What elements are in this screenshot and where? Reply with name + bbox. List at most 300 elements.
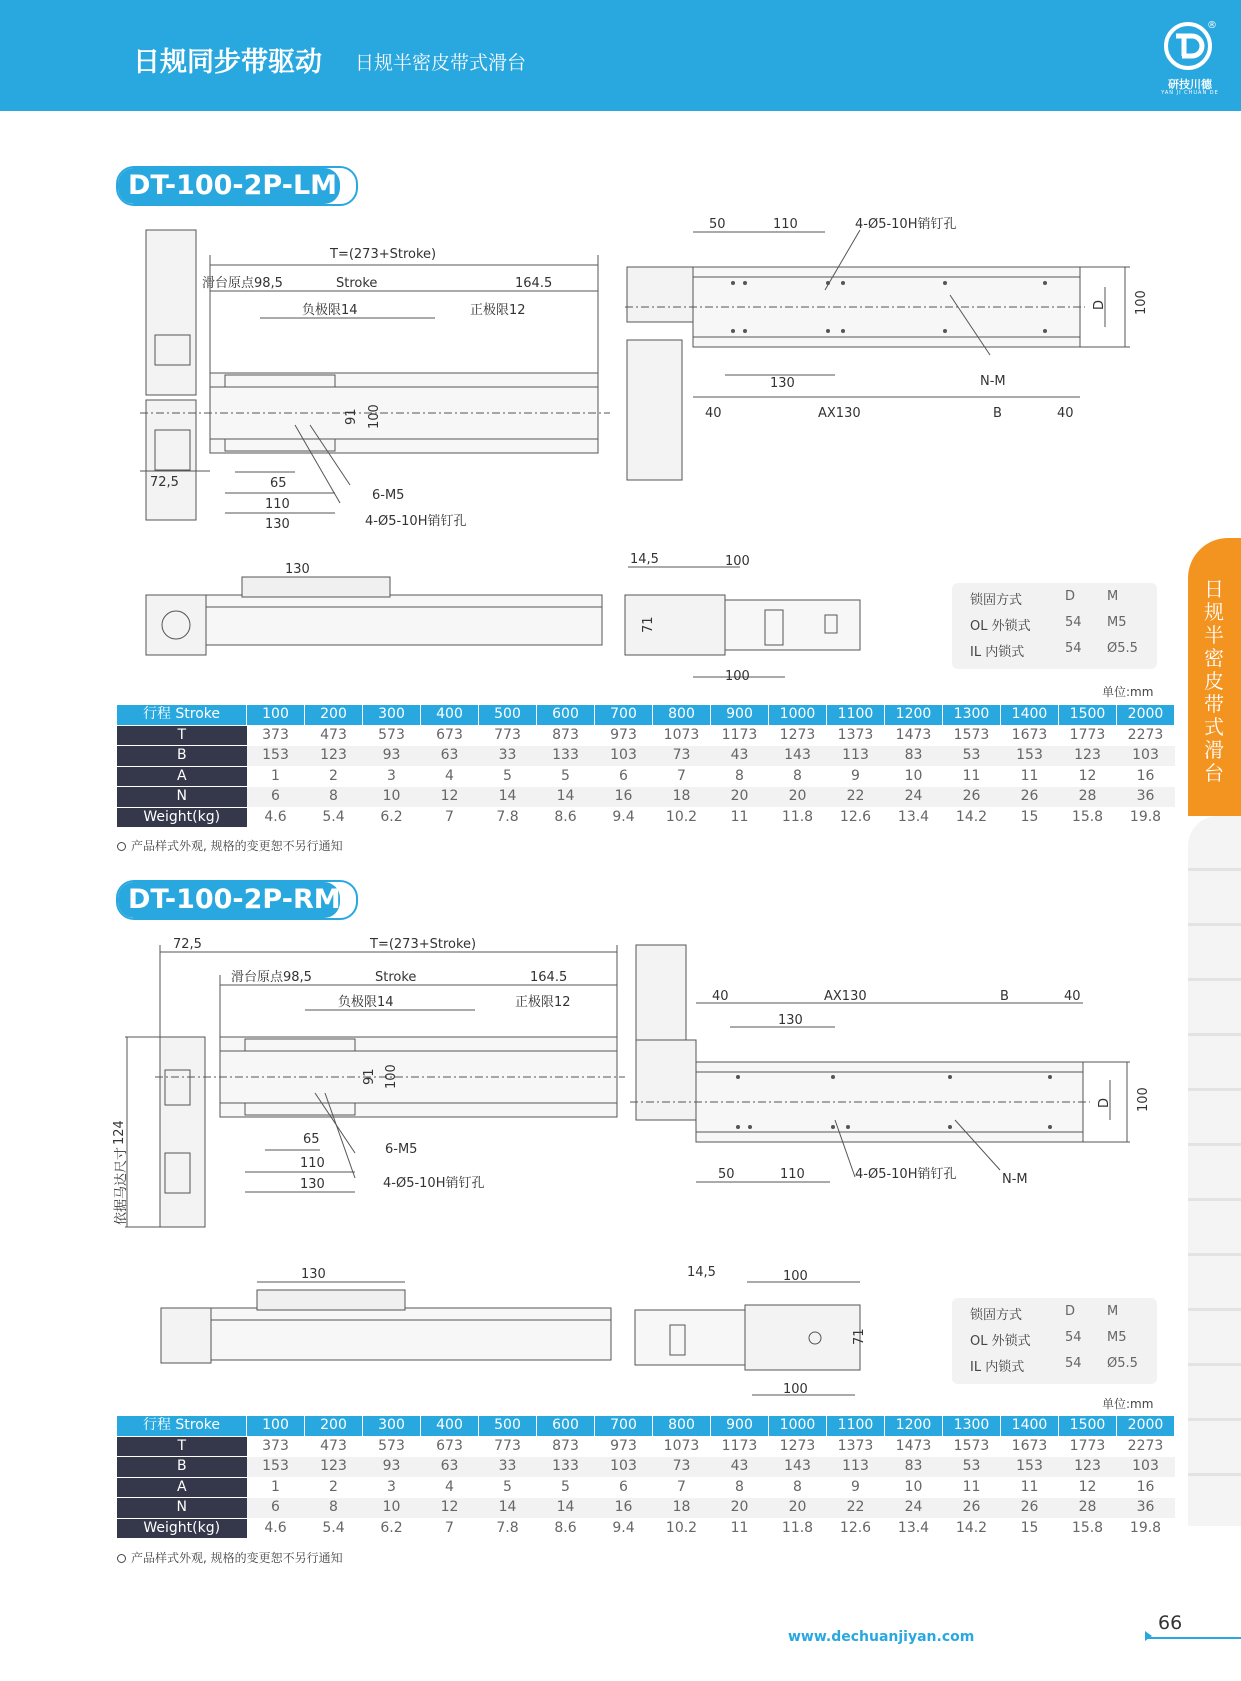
lm-h91-label: 91	[344, 408, 359, 425]
rm-d110-label: 110	[300, 1156, 325, 1171]
lock-header-method: 锁固方式	[970, 1308, 1023, 1323]
spec-cell: 13.4	[897, 1519, 930, 1536]
lm-end145-label: 14,5	[630, 552, 659, 567]
spec-cell: 7	[445, 808, 454, 825]
spec-cell: 4	[445, 1478, 454, 1495]
spec-cell: 103	[595, 746, 653, 767]
spec-cell: 93	[363, 1457, 421, 1478]
spec-cell: 43	[711, 1457, 769, 1478]
spec-row-n	[117, 1498, 1175, 1519]
spec-stroke: 2000	[1117, 1416, 1175, 1436]
spec-cell: 773	[494, 1437, 521, 1454]
spec-cell: 5	[503, 767, 512, 784]
spec-row-n	[117, 787, 1175, 808]
rm-end100b-label: 100	[783, 1382, 808, 1397]
rm-side130-label: 130	[301, 1267, 326, 1282]
spec-cell: 103	[1117, 746, 1175, 767]
spec-cell: 3	[387, 1478, 396, 1495]
spec-stroke: 1100	[827, 705, 885, 725]
spec-cell: 1173	[721, 726, 758, 743]
lm-d65-label: 65	[270, 476, 287, 491]
spec-cell: 11	[1020, 767, 1039, 784]
lm-neg-limit-label: 负极限14	[302, 303, 358, 318]
lm-note	[117, 837, 343, 854]
spec-cell: 8	[735, 767, 744, 784]
rm-overall-label: T=(273+Stroke)	[370, 937, 477, 952]
spec-cell: 373	[262, 726, 289, 743]
spec-cell: 11.8	[781, 808, 814, 825]
rm-note-text: 产品样式外观, 规格的变更恕不另行通知	[131, 1551, 343, 1565]
lm-top110-label: 110	[773, 217, 798, 232]
spec-cell: 4.6	[264, 808, 287, 825]
spec-row-a	[117, 1477, 1175, 1498]
spec-cell: 14.2	[955, 1519, 988, 1536]
spec-cell: 7	[677, 767, 686, 784]
spec-cell: 26	[943, 1498, 1001, 1519]
spec-cell: 15	[1020, 808, 1039, 825]
spec-cell: 6	[619, 1478, 628, 1495]
spec-cell: 18	[653, 1498, 711, 1519]
lm-stroke-label: Stroke	[336, 276, 378, 291]
spec-cell: 123	[305, 746, 363, 767]
spec-cell: 2	[329, 767, 338, 784]
spec-cell: 8	[305, 1498, 363, 1519]
spec-cell: 12	[1078, 1478, 1097, 1495]
lm-overall-label: T=(273+Stroke)	[330, 247, 437, 262]
lm-d130-label: 130	[265, 517, 290, 532]
spec-stroke: 700	[595, 705, 653, 725]
spec-cell: 14.2	[955, 808, 988, 825]
spec-cell: 123	[1059, 746, 1117, 767]
lock-il-name: IL 内锁式	[970, 1360, 1025, 1375]
spec-stroke: 300	[363, 1416, 421, 1436]
spec-row-label: B	[117, 746, 247, 767]
spec-cell: 673	[436, 726, 463, 743]
spec-cell: 1373	[837, 726, 874, 743]
note-bullet-icon	[117, 1554, 126, 1563]
spec-cell: 12	[421, 787, 479, 808]
spec-cell: 9	[851, 767, 860, 784]
spec-cell: 1	[271, 1478, 280, 1495]
lm-note-text: 产品样式外观, 规格的变更恕不另行通知	[131, 839, 343, 853]
spec-row-label: N	[117, 787, 247, 808]
spec-cell: 15.8	[1071, 1519, 1104, 1536]
spec-cell: 13.4	[897, 808, 930, 825]
page-title: 日规同步带驱动	[133, 47, 322, 78]
spec-cell: 22	[827, 1498, 885, 1519]
spec-stroke: 1000	[769, 705, 827, 725]
rm-t130-label: 130	[778, 1013, 803, 1028]
spec-cell: 33	[479, 1457, 537, 1478]
rm-end145-label: 14,5	[687, 1265, 716, 1280]
spec-cell: 5	[503, 1478, 512, 1495]
spec-cell: 83	[885, 746, 943, 767]
rm-end100a-label: 100	[783, 1269, 808, 1284]
spec-stroke: 500	[479, 1416, 537, 1436]
lm-b40a-label: 40	[705, 406, 722, 421]
spec-cell: 36	[1117, 1498, 1175, 1519]
spec-cell: 573	[378, 1437, 405, 1454]
page-rule	[1145, 1637, 1241, 1639]
spec-cell: 20	[711, 1498, 769, 1519]
section-title-lm	[116, 166, 358, 206]
page-number: 66	[1158, 1612, 1183, 1634]
section-title-lm-text: DT-100-2P-LM	[128, 170, 338, 201]
spec-cell: 6	[247, 1498, 305, 1519]
registered-mark: ®	[1207, 20, 1217, 31]
spec-cell: 10	[904, 767, 923, 784]
spec-cell: 6	[619, 767, 628, 784]
spec-cell: 53	[943, 1457, 1001, 1478]
lm-right100-label: 100	[1134, 290, 1149, 315]
rm-t40a-label: 40	[712, 989, 729, 1004]
spec-cell: 123	[305, 1457, 363, 1478]
rm-b110-label: 110	[780, 1167, 805, 1182]
spec-cell: 53	[943, 746, 1001, 767]
lm-nm-label: N-M	[980, 374, 1006, 389]
rm-m5-label: 6-M5	[385, 1142, 418, 1157]
spec-cell: 10	[363, 1498, 421, 1519]
lock-header-m: M	[1107, 1304, 1119, 1319]
spec-cell: 153	[1001, 1457, 1059, 1478]
spec-cell: 1773	[1069, 1437, 1106, 1454]
rm-pin-label: 4-Ø5-10H销钉孔	[383, 1176, 485, 1191]
spec-stroke: 1100	[827, 1416, 885, 1436]
spec-row-label: Weight(kg)	[117, 1518, 247, 1539]
spec-stroke: 1200	[885, 1416, 943, 1436]
spec-row-weight	[117, 807, 1175, 828]
spec-cell: 133	[537, 746, 595, 767]
lm-b-label: B	[993, 406, 1002, 421]
spec-stroke: 800	[653, 1416, 711, 1436]
spec-cell: 43	[711, 746, 769, 767]
rm-h124-label: 124	[112, 1120, 127, 1145]
spec-cell: 9.4	[612, 1519, 635, 1536]
rm-note	[117, 1549, 343, 1566]
spec-stroke: 2000	[1117, 705, 1175, 725]
rm-origin-label: 滑台原点98,5	[231, 970, 312, 985]
spec-header-label: 行程 Stroke	[117, 705, 247, 725]
spec-cell: 1673	[1011, 726, 1048, 743]
lm-top-view-drawing	[625, 215, 1160, 490]
rm-motor-note-label: 依据马达尺寸	[114, 1146, 129, 1225]
spec-cell: 1073	[663, 1437, 700, 1454]
spec-cell: 12	[421, 1498, 479, 1519]
spec-cell: 15.8	[1071, 808, 1104, 825]
lm-side-view-drawing	[140, 225, 610, 535]
spec-cell: 11	[962, 1478, 981, 1495]
lock-il-d: 54	[1065, 641, 1082, 656]
spec-cell: 5	[561, 767, 570, 784]
lock-ol-d: 54	[1065, 615, 1082, 630]
rm-h100-label: 100	[384, 1064, 399, 1089]
spec-cell: 8	[305, 787, 363, 808]
spec-cell: 12.6	[839, 1519, 872, 1536]
spec-cell: 773	[494, 726, 521, 743]
page-subtitle: 日规半密皮带式滑台	[355, 52, 527, 74]
lock-header-m: M	[1107, 589, 1119, 604]
lm-side130-label: 130	[285, 562, 310, 577]
lm-unit-label: 单位:mm	[1102, 685, 1154, 699]
spec-stroke: 300	[363, 705, 421, 725]
spec-stroke: 1000	[769, 1416, 827, 1436]
rm-bottom-views-drawing	[155, 1265, 875, 1405]
spec-cell: 6.2	[380, 808, 403, 825]
rm-t40b-label: 40	[1064, 989, 1081, 1004]
lock-ol-m: M5	[1107, 1330, 1127, 1345]
lm-motor-len-label: 72,5	[150, 475, 179, 490]
spec-row-t	[117, 725, 1175, 746]
spec-cell: 14	[479, 1498, 537, 1519]
lm-end71-label: 71	[641, 616, 656, 633]
rm-top-view-drawing	[630, 940, 1160, 1190]
lock-il-m: Ø5.5	[1107, 1356, 1138, 1371]
rm-b50-label: 50	[718, 1167, 735, 1182]
spec-cell: 1	[271, 767, 280, 784]
rm-lock-table	[952, 1298, 1157, 1384]
lm-spec-table	[117, 705, 1175, 828]
spec-cell: 973	[610, 1437, 637, 1454]
lm-d-label: D	[1092, 299, 1107, 310]
lock-header-method: 锁固方式	[970, 593, 1023, 608]
spec-cell: 5	[561, 1478, 570, 1495]
spec-cell: 1173	[721, 1437, 758, 1454]
spec-stroke: 800	[653, 705, 711, 725]
rm-h91-label: 91	[362, 1068, 377, 1085]
spec-cell: 8	[735, 1478, 744, 1495]
spec-row-label: T	[117, 725, 247, 746]
lm-lock-table	[952, 583, 1157, 669]
spec-row-t	[117, 1436, 1175, 1457]
footer-url-link[interactable]: www.dechuanjiyan.com	[788, 1629, 975, 1645]
spec-cell: 8	[793, 767, 802, 784]
spec-cell: 1473	[895, 726, 932, 743]
spec-stroke: 1500	[1059, 705, 1117, 725]
spec-cell: 83	[885, 1457, 943, 1478]
lm-d110-label: 110	[265, 497, 290, 512]
spec-cell: 9	[851, 1478, 860, 1495]
spec-cell: 16	[595, 1498, 653, 1519]
spec-cell: 1573	[953, 726, 990, 743]
lm-b40b-label: 40	[1057, 406, 1074, 421]
lock-header-d: D	[1065, 1304, 1076, 1319]
spec-cell: 73	[653, 1457, 711, 1478]
spec-cell: 6	[247, 787, 305, 808]
lm-end100a-label: 100	[725, 554, 750, 569]
lock-il-d: 54	[1065, 1356, 1082, 1371]
note-bullet-icon	[117, 842, 126, 851]
spec-cell: 873	[552, 726, 579, 743]
spec-cell: 1673	[1011, 1437, 1048, 1454]
spec-cell: 3	[387, 767, 396, 784]
spec-cell: 14	[537, 787, 595, 808]
spec-row-label: Weight(kg)	[117, 807, 247, 828]
spec-cell: 20	[711, 787, 769, 808]
spec-stroke: 1200	[885, 705, 943, 725]
spec-cell: 1373	[837, 1437, 874, 1454]
spec-cell: 673	[436, 1437, 463, 1454]
page-arrow-icon	[1145, 1631, 1152, 1641]
spec-cell: 20	[769, 1498, 827, 1519]
spec-cell: 16	[595, 787, 653, 808]
side-tab-label: 日规半密皮带式滑台	[1204, 577, 1224, 785]
spec-cell: 10	[363, 787, 421, 808]
lock-ol-m: M5	[1107, 615, 1127, 630]
spec-cell: 8	[793, 1478, 802, 1495]
spec-cell: 63	[421, 1457, 479, 1478]
rm-ax130-label: AX130	[824, 989, 867, 1004]
lm-ax130-label: AX130	[818, 406, 861, 421]
lm-bottom-views-drawing	[140, 552, 930, 690]
spec-cell: 24	[885, 1498, 943, 1519]
spec-header-row	[117, 1416, 1175, 1436]
lm-origin-label: 滑台原点98,5	[202, 276, 283, 291]
spec-cell: 1073	[663, 726, 700, 743]
spec-cell: 153	[247, 1457, 305, 1478]
lm-pos-limit-label: 正极限12	[470, 303, 526, 318]
spec-cell: 15	[1020, 1519, 1039, 1536]
rm-pos-limit-label: 正极限12	[515, 995, 571, 1010]
side-tab-stack	[1188, 816, 1241, 1526]
spec-cell: 16	[1136, 767, 1155, 784]
spec-cell: 2273	[1127, 726, 1164, 743]
logo-text: 研技川德	[1168, 78, 1212, 91]
spec-stroke: 200	[305, 705, 363, 725]
spec-cell: 33	[479, 746, 537, 767]
rm-neg-limit-label: 负极限14	[338, 995, 394, 1010]
spec-cell: 10.2	[665, 1519, 698, 1536]
spec-cell: 153	[1001, 746, 1059, 767]
spec-cell: 5.4	[322, 1519, 345, 1536]
rm-unit-label: 单位:mm	[1102, 1397, 1154, 1411]
spec-cell: 1573	[953, 1437, 990, 1454]
spec-cell: 143	[769, 1457, 827, 1478]
spec-cell: 18	[653, 787, 711, 808]
logo-subtext: YAN JI CHUAN DE	[1161, 90, 1219, 96]
lock-ol-d: 54	[1065, 1330, 1082, 1345]
spec-cell: 103	[1117, 1457, 1175, 1478]
spec-cell: 16	[1136, 1478, 1155, 1495]
spec-cell: 9.4	[612, 808, 635, 825]
spec-row-b	[117, 746, 1175, 767]
rm-end-label: 164.5	[530, 970, 568, 985]
spec-cell: 14	[479, 787, 537, 808]
spec-cell: 11.8	[781, 1519, 814, 1536]
spec-cell: 11	[1020, 1478, 1039, 1495]
spec-cell: 113	[827, 746, 885, 767]
lm-h100-label: 100	[367, 404, 382, 429]
rm-spec-table	[117, 1416, 1175, 1539]
lm-top-pin-label: 4-Ø5-10H销钉孔	[855, 217, 957, 232]
spec-cell: 14	[537, 1498, 595, 1519]
lock-header-d: D	[1065, 589, 1076, 604]
spec-stroke: 100	[247, 1416, 305, 1436]
spec-cell: 1273	[779, 726, 816, 743]
spec-stroke: 1400	[1001, 1416, 1059, 1436]
spec-cell: 2273	[1127, 1437, 1164, 1454]
section-title-rm	[116, 880, 358, 920]
spec-stroke: 500	[479, 705, 537, 725]
lm-pin-label: 4-Ø5-10H销钉孔	[365, 514, 467, 529]
spec-cell: 473	[320, 726, 347, 743]
spec-cell: 8.6	[554, 1519, 577, 1536]
spec-cell: 7.8	[496, 1519, 519, 1536]
side-category-tab[interactable]	[1188, 538, 1241, 816]
spec-cell: 8.6	[554, 808, 577, 825]
spec-cell: 973	[610, 726, 637, 743]
spec-cell: 103	[595, 1457, 653, 1478]
spec-stroke: 900	[711, 1416, 769, 1436]
spec-cell: 26	[1001, 787, 1059, 808]
spec-cell: 473	[320, 1437, 347, 1454]
spec-cell: 22	[827, 787, 885, 808]
spec-stroke: 400	[421, 705, 479, 725]
rm-d65-label: 65	[303, 1132, 320, 1147]
spec-row-b	[117, 1457, 1175, 1478]
spec-cell: 10	[904, 1478, 923, 1495]
spec-cell: 5.4	[322, 808, 345, 825]
spec-row-label: B	[117, 1457, 247, 1478]
spec-cell: 12.6	[839, 808, 872, 825]
lm-b130-label: 130	[770, 376, 795, 391]
spec-cell: 7.8	[496, 808, 519, 825]
spec-cell: 153	[247, 746, 305, 767]
spec-row-a	[117, 766, 1175, 787]
spec-cell: 1473	[895, 1437, 932, 1454]
rm-side-view-drawing	[112, 935, 625, 1240]
rm-stroke-label: Stroke	[375, 970, 417, 985]
spec-cell: 12	[1078, 767, 1097, 784]
spec-cell: 24	[885, 787, 943, 808]
rm-end71-label: 71	[852, 1328, 867, 1345]
spec-cell: 2	[329, 1478, 338, 1495]
spec-stroke: 900	[711, 705, 769, 725]
spec-row-label: N	[117, 1498, 247, 1519]
section-title-rm-text: DT-100-2P-RM	[128, 884, 341, 915]
spec-cell: 7	[677, 1478, 686, 1495]
spec-cell: 143	[769, 746, 827, 767]
spec-cell: 573	[378, 726, 405, 743]
spec-cell: 11	[730, 1519, 749, 1536]
rm-right100-label: 100	[1136, 1087, 1151, 1112]
rm-bottom-pin-label: 4-Ø5-10H销钉孔	[855, 1167, 957, 1182]
spec-cell: 873	[552, 1437, 579, 1454]
spec-cell: 28	[1059, 1498, 1117, 1519]
spec-cell: 4.6	[264, 1519, 287, 1536]
spec-cell: 63	[421, 746, 479, 767]
spec-cell: 7	[445, 1519, 454, 1536]
lock-il-name: IL 内锁式	[970, 645, 1025, 660]
spec-stroke: 200	[305, 1416, 363, 1436]
spec-stroke: 1400	[1001, 705, 1059, 725]
spec-cell: 6.2	[380, 1519, 403, 1536]
spec-cell: 123	[1059, 1457, 1117, 1478]
spec-cell: 93	[363, 746, 421, 767]
rm-nm-label: N-M	[1002, 1172, 1028, 1187]
lm-m5-label: 6-M5	[372, 488, 405, 503]
lock-il-m: Ø5.5	[1107, 641, 1138, 656]
spec-cell: 28	[1059, 787, 1117, 808]
spec-row-label: A	[117, 766, 247, 787]
spec-cell: 19.8	[1129, 808, 1162, 825]
spec-stroke: 600	[537, 705, 595, 725]
spec-cell: 11	[962, 767, 981, 784]
spec-cell: 11	[730, 808, 749, 825]
spec-stroke: 1300	[943, 1416, 1001, 1436]
page-header	[0, 0, 1241, 111]
lm-end100b-label: 100	[725, 669, 750, 684]
spec-header-label: 行程 Stroke	[117, 1416, 247, 1436]
